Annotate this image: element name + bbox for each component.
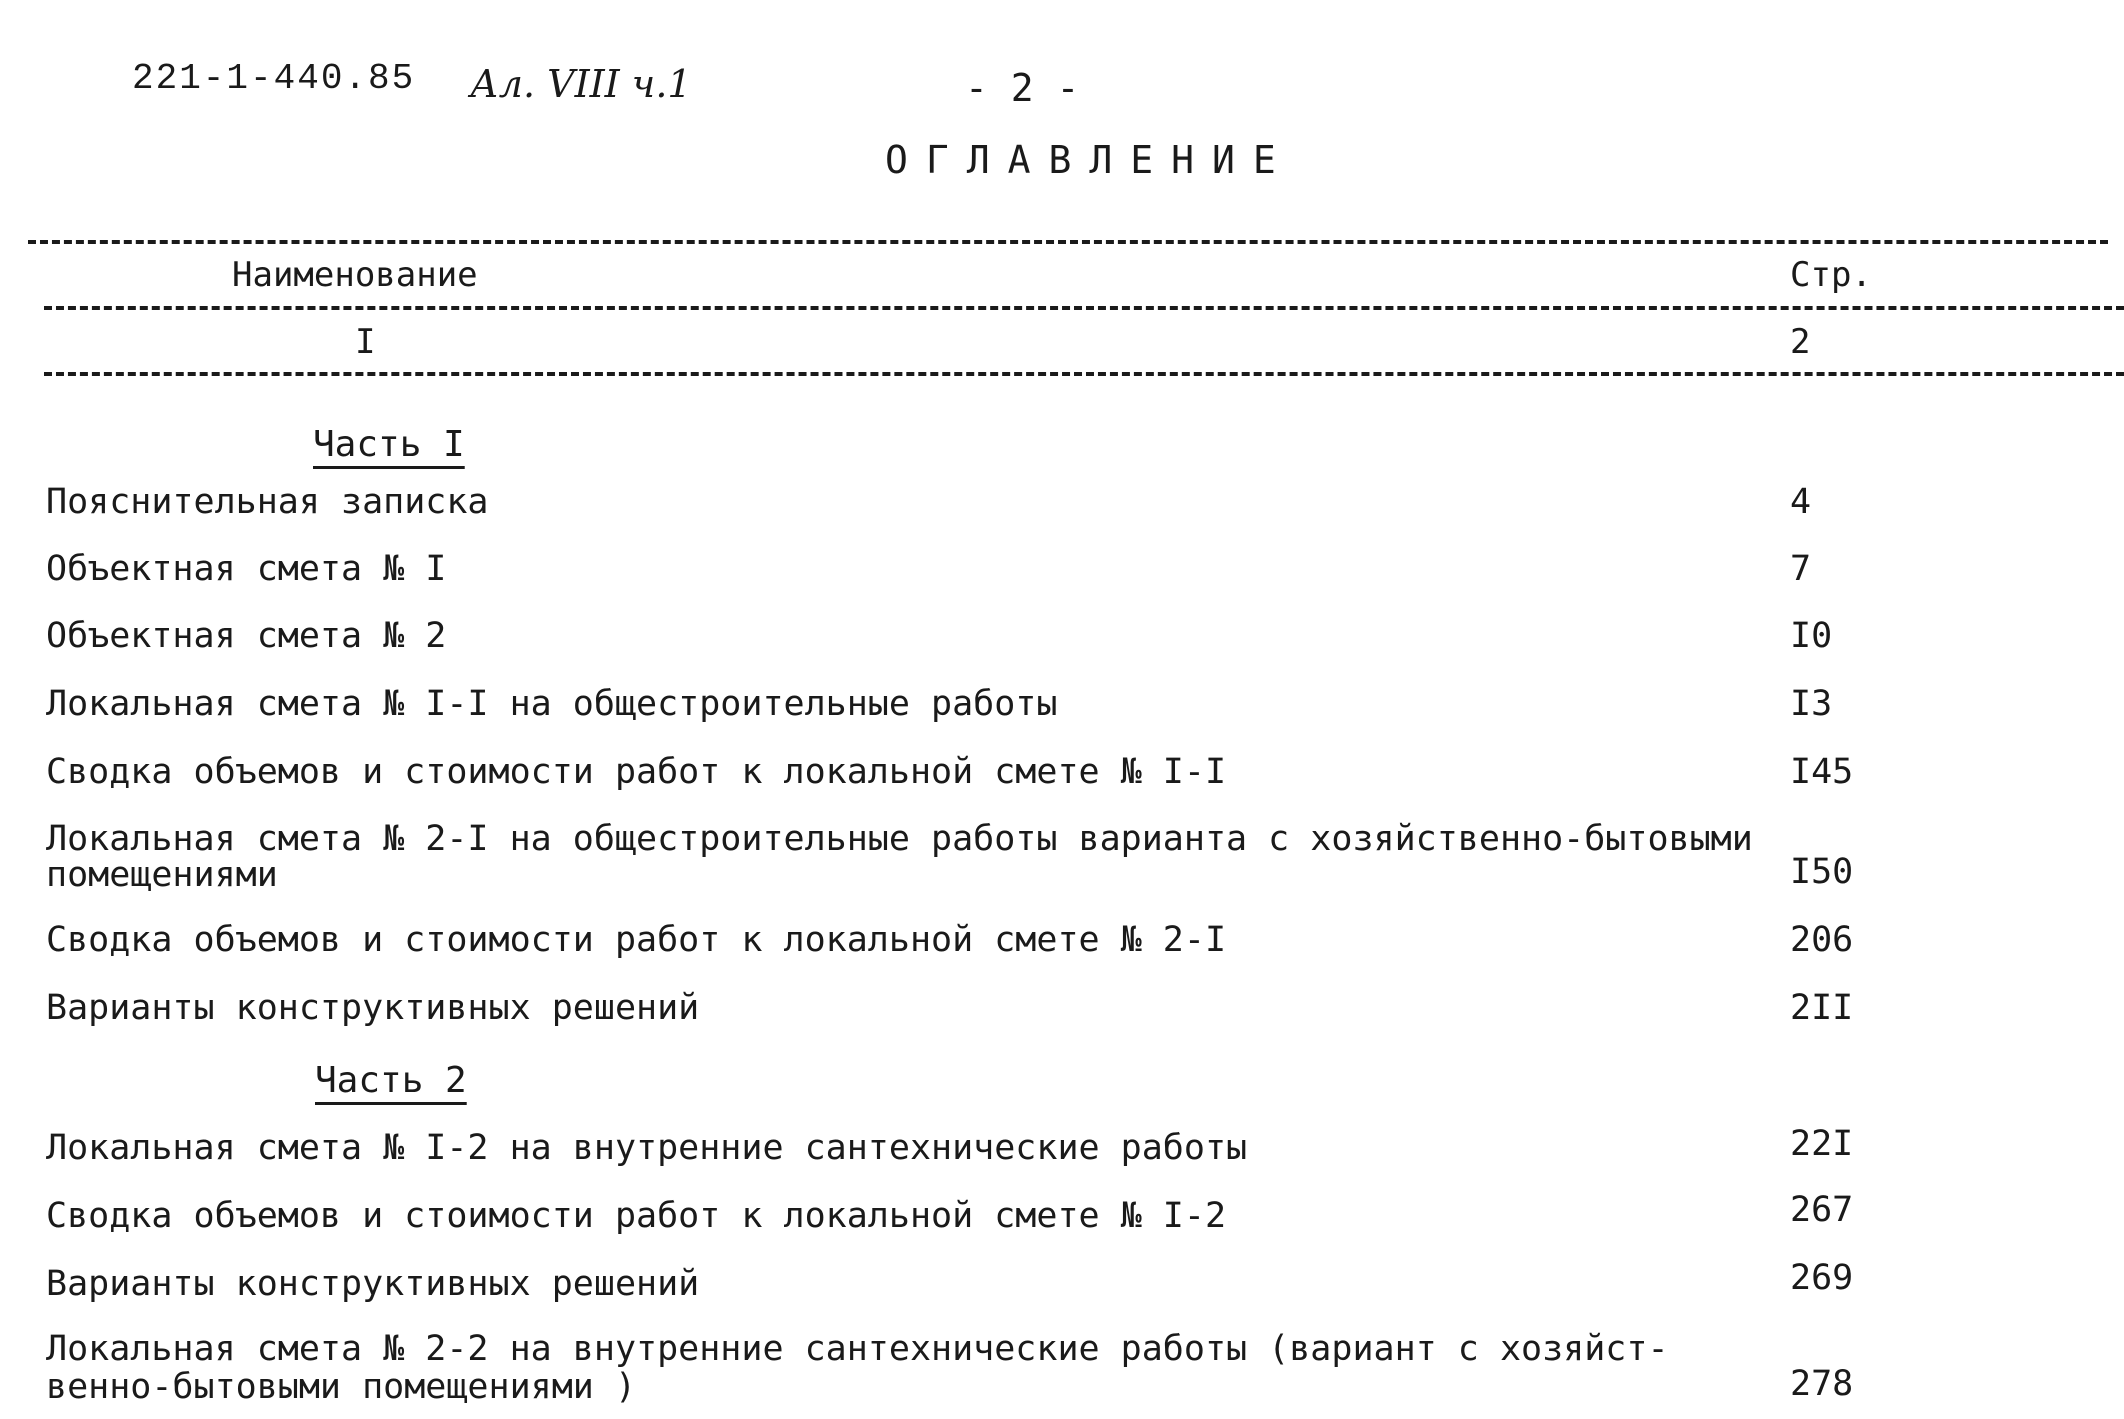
divider-top [28,240,2108,244]
part-heading: Часть I [313,424,465,465]
toc-entry-page: 269 [1790,1258,1854,1298]
toc-entry-page: I50 [1790,852,1854,892]
toc-entry-name-line2: венно-бытовыми помещениями ) [46,1367,637,1407]
toc-entry-name: Локальная смета № I-I на общестроительные работы [46,684,1058,724]
page-title: ОГЛАВЛЕНИЕ [885,138,1294,182]
document-code: 221-1-440.85 [132,58,416,99]
column-number-page: 2 [1790,322,1811,362]
column-number-name: I [355,322,376,362]
toc-entry-page: 7 [1790,549,1812,589]
toc-entry-name: Варианты конструктивных решений [46,988,700,1028]
toc-entry-page: 278 [1790,1364,1854,1404]
toc-entry-name: Варианты конструктивных решений [46,1264,700,1304]
divider-bottom [44,372,2124,376]
toc-entry-name: Объектная смета № I [46,549,447,589]
toc-entry-name: Объектная смета № 2 [46,616,447,656]
toc-entry-page: 4 [1790,482,1812,522]
toc-entry-page: 22I [1790,1124,1854,1164]
page-number: - 2 - [965,66,1080,110]
toc-entry-name-line1: Локальная смета № 2-I на общестроительные работы варианта с хозяйственно-бытовыми [46,819,1753,859]
toc-entry-name: Сводка объемов и стоимости работ к локальной смете № I-2 [46,1196,1227,1236]
toc-entry-name-line1: Локальная смета № 2-2 на внутренние сантехнические работы (вариант с хозяйст- [46,1329,1669,1369]
toc-entry-page: 206 [1790,920,1854,960]
toc-entry-page: 2II [1790,988,1854,1028]
toc-entry-name-line2: помещениями [46,855,278,895]
album-number: Ал. VIII ч.1 [470,62,692,106]
divider-middle [44,306,2124,310]
toc-entry-name: Сводка объемов и стоимости работ к локальной смете № 2-I [46,920,1227,960]
column-header-page: Стр. [1790,255,1872,295]
part-heading: Часть 2 [315,1060,467,1101]
toc-entry-page: I0 [1790,616,1833,656]
column-header-name: Наименование [232,255,478,295]
toc-entry-page: I45 [1790,752,1854,792]
toc-entry-name: Локальная смета № I-2 на внутренние сантехнические работы [46,1128,1248,1168]
toc-entry-page: I3 [1790,684,1833,724]
toc-entry-name: Сводка объемов и стоимости работ к локальной смете № I-I [46,752,1227,792]
toc-entry-page: 267 [1790,1190,1854,1230]
toc-entry-name: Пояснительная записка [46,482,489,522]
